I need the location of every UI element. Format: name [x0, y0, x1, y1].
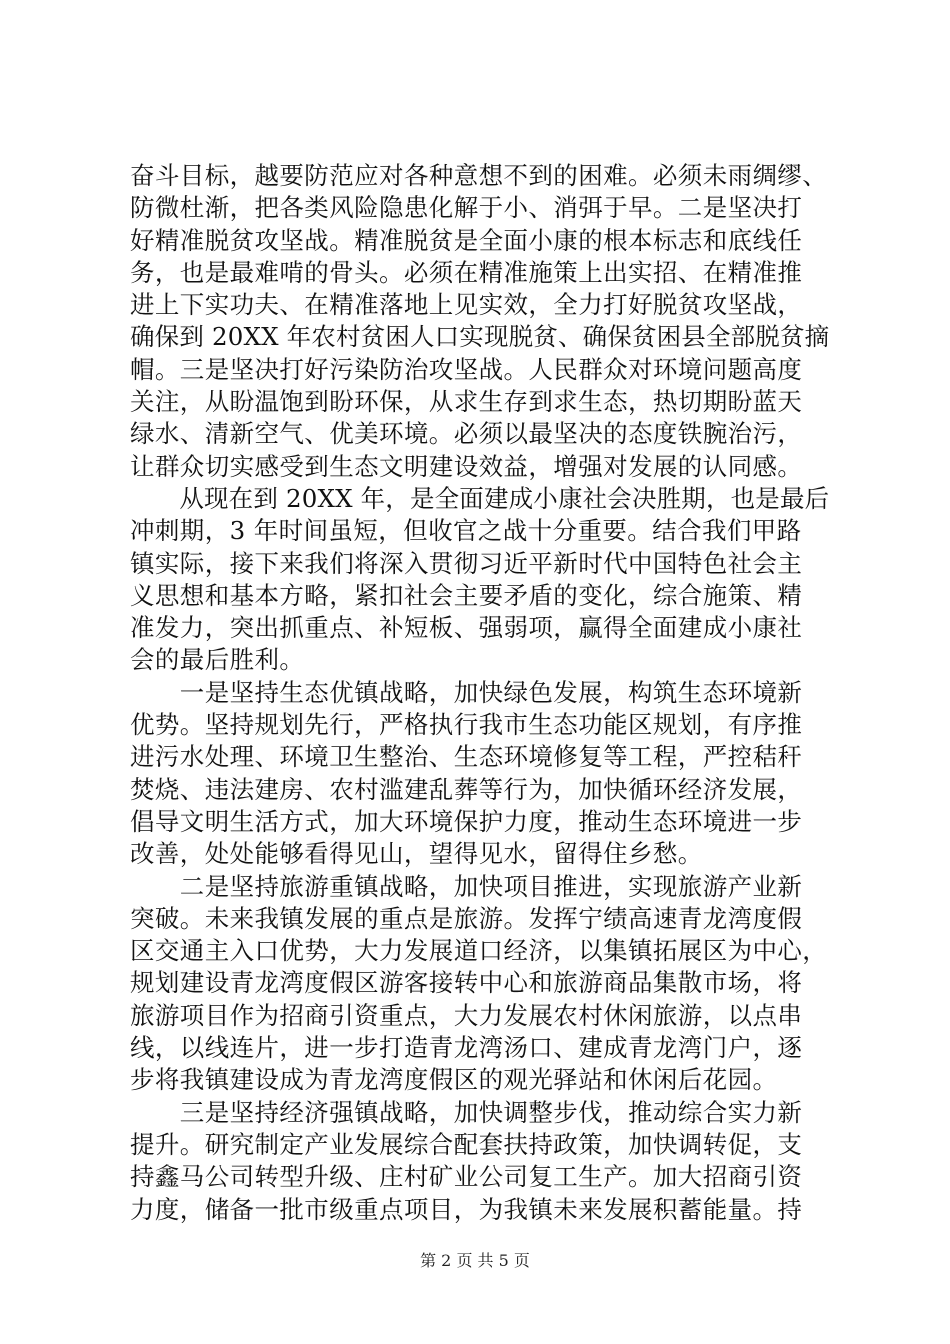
- text-line: 持鑫马公司转型升级、庄村矿业公司复工生产。加大招商引资: [130, 1162, 803, 1192]
- text-line: 帽。三是坚决打好污染防治攻坚战。人民群众对环境问题高度: [130, 354, 803, 384]
- text-line: 镇实际，接下来我们将深入贯彻习近平新时代中国特色社会主: [130, 548, 803, 578]
- text-line: 关注，从盼温饱到盼环保，从求生存到求生态，热切期盼蓝天: [130, 387, 803, 417]
- text-line: 确保到 20XX 年农村贫困人口实现脱贫、确保贫困县全部脱贫摘: [130, 322, 830, 352]
- text-line: 提升。研究制定产业发展综合配套扶持政策，加快调转促，支: [130, 1129, 803, 1159]
- text-line: 改善，处处能够看得见山，望得见水，留得住乡愁。: [130, 839, 703, 869]
- text-line: 防微杜渐，把各类风险隐患化解于小、消弭于早。二是坚决打: [130, 193, 803, 223]
- body-text: [130, 160, 830, 1226]
- text-line: 一是坚持生态优镇战略，加快绿色发展，构筑生态环境新: [130, 677, 803, 707]
- text-line: 冲刺期，3 年时间虽短，但收官之战十分重要。结合我们甲路: [130, 516, 802, 546]
- text-line: 进污水处理、环境卫生整治、生态环境修复等工程，严控秸秆: [130, 742, 803, 772]
- text-line: 规划建设青龙湾度假区游客接转中心和旅游商品集散市场，将: [130, 968, 803, 998]
- text-line: 线，以线连片，进一步打造青龙湾汤口、建成青龙湾门户，逐: [130, 1033, 803, 1063]
- text-line: 好精准脱贫攻坚战。精准脱贫是全面小康的根本标志和底线任: [130, 225, 803, 255]
- text-line: 倡导文明生活方式，加大环境保护力度，推动生态环境进一步: [130, 806, 803, 836]
- text-line: 绿水、清新空气、优美环境。必须以最坚决的态度铁腕治污，: [130, 419, 803, 449]
- text-line: 二是坚持旅游重镇战略，加快项目推进，实现旅游产业新: [130, 871, 803, 901]
- page-footer: 第 2 页 共 5 页: [420, 1251, 530, 1270]
- text-line: 力度，储备一批市级重点项目，为我镇未来发展积蓄能量。持: [130, 1194, 803, 1224]
- text-line: 务，也是最难啃的骨头。必须在精准施策上出实招、在精准推: [130, 257, 803, 287]
- text-line: 进上下实功夫、在精准落地上见实效，全力打好脱贫攻坚战，: [130, 290, 803, 320]
- text-line: 让群众切实感受到生态文明建设效益，增强对发展的认同感。: [130, 451, 803, 481]
- text-line: 旅游项目作为招商引资重点，大力发展农村休闲旅游，以点串: [130, 1000, 803, 1030]
- text-line: 突破。未来我镇发展的重点是旅游。发挥宁绩高速青龙湾度假: [130, 903, 803, 933]
- text-line: 优势。坚持规划先行，严格执行我市生态功能区规划，有序推: [130, 710, 803, 740]
- text-line: 奋斗目标，越要防范应对各种意想不到的困难。必须未雨绸缪、: [130, 161, 828, 190]
- text-line: 会的最后胜利。: [130, 645, 305, 675]
- text-line: 准发力，突出抓重点、补短板、强弱项，赢得全面建成小康社: [130, 613, 803, 643]
- text-line: 三是坚持经济强镇战略，加快调整步伐，推动综合实力新: [130, 1097, 803, 1127]
- text-line: 焚烧、违法建房、农村滥建乱葬等行为，加快循环经济发展，: [130, 774, 803, 804]
- text-line: 义思想和基本方略，紧扣社会主要矛盾的变化，综合施策、精: [130, 580, 803, 610]
- text-line: 步将我镇建设成为青龙湾度假区的观光驿站和休闲后花园。: [130, 1065, 778, 1095]
- text-line: 从现在到 20XX 年，是全面建成小康社会决胜期，也是最后: [130, 483, 830, 513]
- text-line: 区交通主入口优势，大力发展道口经济，以集镇拓展区为中心，: [130, 936, 828, 966]
